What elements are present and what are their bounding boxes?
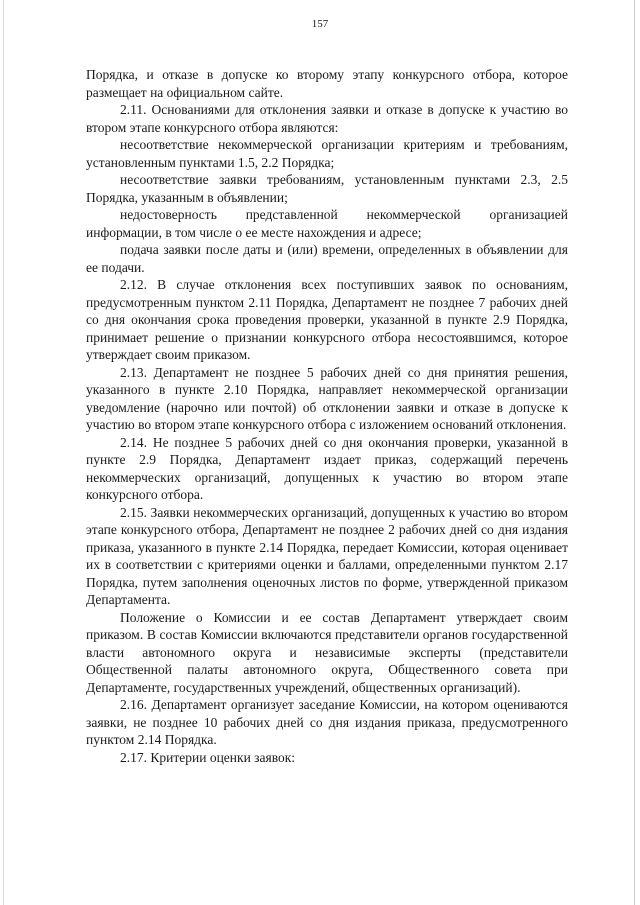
paragraph: 2.15. Заявки некоммерческих организаций, допущенных к участию во втором этапе конкурсного отбора, Департамент не позднее 2 рабочих дней со дня издания приказа, указанного в пункте 2.14 Порядка, передает Комиссии, которая оценивает их в соответствии с критериями оценки и баллами, определенными пунктом 2.17 Порядка, путем заполнения оценочных листов по форме, утвержденной приказом Департамента. [86, 504, 568, 607]
paragraph: 2.11. Основаниями для отклонения заявки и отказе в допуске к участию во втором этапе конкурсного отбора являются: [86, 102, 568, 135]
page-number: 157 [311, 18, 329, 30]
paragraph: Порядка, и отказе в допуске ко второму этапу конкурсного отбора, которое размещает на официальном сайте. [86, 67, 568, 100]
paragraph: подача заявки после даты и (или) времени, определенных в объявлении для ее подачи. [86, 242, 568, 275]
document-body [86, 66, 568, 766]
paragraph: несоответствие некоммерческой организации критериям и требованиям, установленным пунктами 1.5, 2.2 Порядка; [86, 137, 568, 170]
paragraph: 2.17. Критерии оценки заявок: [120, 749, 296, 765]
paragraph: несоответствие заявки требованиям, установленным пунктами 2.3, 2.5 Порядка, указанным в объявлении; [86, 172, 568, 205]
paragraph: 2.13. Департамент не позднее 5 рабочих дней со дня принятия решения, указанного в пункте 2.10 Порядка, направляет некоммерческой организации уведомление (нарочно или почтой) об отклонении заявки и отказе в допуске к участию во втором этапе конкурсного отбора с изложением оснований отклонения. [86, 364, 568, 432]
scan-edge-right [634, 0, 635, 905]
scan-edge-left [3, 0, 4, 905]
paragraph: недостоверность представленной некоммерческой организацией информации, в том числе о ее месте нахождения и адресе; [86, 207, 568, 240]
paragraph: 2.12. В случае отклонения всех поступивших заявок по основаниям, предусмотренным пунктом 2.11 Порядка, Департамент не позднее 7 рабочих дней со дня окончания срока проведения проверки, указанной в пункте 2.9 Порядка, принимает решение о признании конкурсного отбора несостоявшимся, которое утверждает своим приказом. [86, 277, 568, 362]
paragraph: 2.16. Департамент организует заседание Комиссии, на котором оцениваются заявки, не позднее 10 рабочих дней со дня издания приказа, предусмотренного пунктом 2.14 Порядка. [86, 697, 568, 747]
paragraph: 2.14. Не позднее 5 рабочих дней со дня окончания проверки, указанной в пункте 2.9 Порядка, Департамент издает приказ, содержащий перечень некоммерческих организаций, допущенных к участию во втором этапе конкурсного отбора. [86, 434, 568, 502]
paragraph: Положение о Комиссии и ее состав Департамент утверждает своим приказом. В состав Комиссии включаются представители органов государственной власти автономного округа и независимые эксперты (представители Общественной палаты автономного округа, Общественного совета при Департаменте, государственных учреждений, общественных организаций). [86, 609, 568, 695]
